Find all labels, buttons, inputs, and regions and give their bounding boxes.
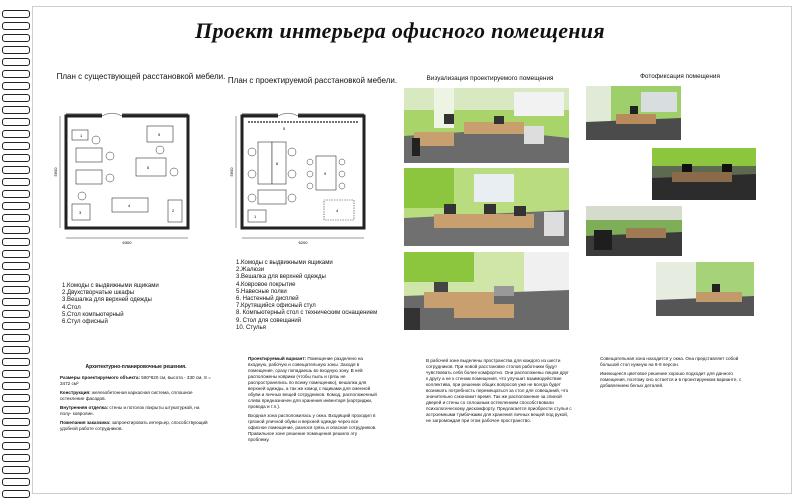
- legend-proposed-item: 8. Компьютерный стол с техническим оснащением: [236, 310, 378, 317]
- text-column-3: [426, 358, 572, 427]
- binding-ring: [2, 178, 30, 186]
- binding-ring: [2, 454, 30, 462]
- legend-existing-item: 3.Вешалка для верхней одежды: [62, 297, 152, 304]
- render-image-1: [404, 88, 569, 163]
- page-title: Проект интерьера офисного помещения: [195, 18, 605, 43]
- legend-existing-item: 4.Стол: [62, 304, 81, 311]
- paragraph-work-zone: В рабочей зоне выделены пространства для каждого из шести сотрудников. При новой расстановке столов работники будут чувствовать себя более комфортно. Они расположены лицом друг к другу а не к стенам помещения, что улучшит взаимодействие коллектива, при решении общих вопросов уже не всегда будет возникать потребность перемещаться за стол для совещаний, что значительно сэкономит время. Так же расположение за спиной дверей и стены со сплошным остеклением способствовали психологическому дискомфорту. Предлагается приобрести стулья с астроемными тумбочками для хранения личных вещей под рукой, не загромождая при этом рабочее пространство.: [426, 358, 572, 423]
- binding-ring: [2, 430, 30, 438]
- binding-ring: [2, 202, 30, 210]
- paragraph-dimensions: Размеры проектируемого объекта: 560*620 см, высота - 330 см, S = 3472 см²: [60, 375, 211, 386]
- binding-ring: [2, 322, 30, 330]
- paragraph-proposed-variant: Проектируемый вариант: Помещение разделено на входную, рабочую и совещательную зоны. Заходя в помещение, сразу попадаешь во входную зону. В ней расположены коврики (чтобы пыль и грязь не распространялись по всему помещению), вешалка для верхней одежды, а так же комод с ящиками для сменной обуви и личных вещей сотрудников. Комод, расположенный слева предназначен для хранения инвентаря (картриджи, провода и т.п.).: [248, 356, 377, 409]
- svg-text:4: 4: [336, 208, 339, 213]
- architectural-heading: Архитектурно-планировочные решения.: [85, 364, 187, 370]
- legend-existing-item: 5.Стол компьютерный: [62, 311, 124, 318]
- legend-existing-item: 2.Двухстворчатые шкафы: [62, 290, 135, 297]
- binding-ring: [2, 238, 30, 246]
- legend-proposed-item: 7.Крутящийся офисный стул: [236, 303, 316, 310]
- binding-ring: [2, 10, 30, 18]
- paragraph-entrance-zone: Входная зона расположилась у окна. Входящий проходил в грязной уличной обуви и верхней одежде через все офисное помещение, разнося грязь и опасная сотрудников. Правильное зоне решение помещения решило эту проблему.: [248, 413, 377, 442]
- legend-proposed-item: 5.Навесные полки: [236, 288, 287, 295]
- text-column-4: [600, 356, 748, 392]
- binding-ring: [2, 34, 30, 42]
- legend-proposed-item: 6. Настенный дисплей: [236, 296, 299, 303]
- binding-ring: [2, 154, 30, 162]
- legend-proposed-item: 3.Вешалка для верхней одежды: [236, 274, 326, 281]
- photo-4: [656, 262, 754, 316]
- binding-ring: [2, 298, 30, 306]
- plan-proposed-width: 6200: [298, 240, 308, 245]
- binding-ring: [2, 478, 30, 486]
- svg-text:9: 9: [324, 171, 327, 176]
- svg-text:8: 8: [276, 161, 279, 166]
- binding-ring: [2, 250, 30, 258]
- binding-ring: [2, 58, 30, 66]
- paragraph-finish: Внутренняя отделка: стены и потолок покрыты штукатуркой, на полу- ковролин.: [60, 405, 200, 416]
- legend-existing-item: 6.Стул офисный: [62, 319, 108, 326]
- photo-title: Фотофиксация помещения: [640, 73, 720, 80]
- binding-ring: [2, 70, 30, 78]
- binding-ring: [2, 382, 30, 390]
- binding-ring: [2, 406, 30, 414]
- render-image-2: [404, 168, 569, 246]
- binding-ring: [2, 442, 30, 450]
- legend-existing-item: 1.Комоды с выдвижными ящиками: [62, 283, 159, 289]
- legend-existing: [62, 283, 159, 326]
- plan-existing-height: 5600: [53, 167, 58, 177]
- binding-ring: [2, 106, 30, 114]
- svg-text:4: 4: [128, 203, 131, 208]
- binding-ring: [2, 370, 30, 378]
- svg-text:5: 5: [283, 126, 286, 131]
- binding-ring: [2, 286, 30, 294]
- binding-ring: [2, 262, 30, 270]
- binding-ring: [2, 190, 30, 198]
- legend-proposed-item: 2.Жалюзи: [236, 267, 265, 274]
- binding-ring: [2, 142, 30, 150]
- plan-proposed-title: План с проектируемой расстановкой мебели.: [227, 76, 398, 85]
- plan-existing-width: 6300: [122, 240, 132, 245]
- binding-ring: [2, 394, 30, 402]
- svg-text:1: 1: [254, 214, 257, 219]
- plan-proposed-height: 5600: [229, 167, 234, 177]
- svg-text:2: 2: [172, 208, 175, 213]
- binding-ring: [2, 274, 30, 282]
- svg-text:1: 1: [80, 133, 83, 138]
- binding-ring: [2, 310, 30, 318]
- legend-proposed-item: 4.Ковровое покрытие: [236, 281, 296, 288]
- svg-text:5: 5: [147, 165, 150, 170]
- floor-plan-existing: [52, 100, 202, 245]
- photo-3: [586, 206, 682, 256]
- paragraph-color-scheme: Имеющееся цветовое решение хорошо подходит для данного помещения, поэтому оно остается и в проектируемом варианте, с добавлением белых деталей.: [600, 371, 742, 388]
- binding-ring: [2, 118, 30, 126]
- binding-ring: [2, 358, 30, 366]
- svg-text:5: 5: [158, 132, 161, 137]
- binding-ring: [2, 226, 30, 234]
- binding-ring: [2, 346, 30, 354]
- plan-existing-title: План с существующей расстановкой мебели.: [56, 72, 226, 81]
- legend-proposed-item: 1.Комоды с выдвижными ящиками: [236, 260, 333, 266]
- paragraph-meeting-zone: Совещательная зона находится у окна. Она представляет собой большой стол нужную на 6-9 персон.: [600, 356, 739, 367]
- visualization-title: Визуализация проектируемого помещения: [426, 75, 554, 82]
- binding-ring: [2, 46, 30, 54]
- floor-plan-proposed: [228, 100, 378, 245]
- legend-proposed-item: 10. Стулья: [236, 324, 266, 331]
- binding-ring: [2, 22, 30, 30]
- text-column-2: [248, 356, 378, 446]
- binding-ring: [2, 166, 30, 174]
- legend-proposed: [236, 260, 377, 332]
- photo-2: [652, 148, 756, 200]
- binding-ring: [2, 466, 30, 474]
- svg-text:3: 3: [79, 210, 82, 215]
- binding-ring: [2, 490, 30, 498]
- binding-ring: [2, 130, 30, 138]
- text-column-1: [60, 364, 212, 435]
- binding-ring: [2, 214, 30, 222]
- binding-ring: [2, 82, 30, 90]
- paragraph-construction: Конструкция: железобетонная каркасная система, сплошное остекление фасадов.: [60, 390, 193, 401]
- render-image-3: [404, 252, 569, 330]
- binding-ring: [2, 418, 30, 426]
- spiral-binding: [0, 0, 30, 499]
- binding-ring: [2, 334, 30, 342]
- binding-ring: [2, 94, 30, 102]
- legend-proposed-item: 9. Стол для совещаний: [236, 317, 302, 324]
- photo-1: [586, 86, 681, 140]
- paragraph-client-wishes: Пожелания заказчика: запроектировать интерьер, способствующий удобной работе сотрудников.: [60, 420, 208, 431]
